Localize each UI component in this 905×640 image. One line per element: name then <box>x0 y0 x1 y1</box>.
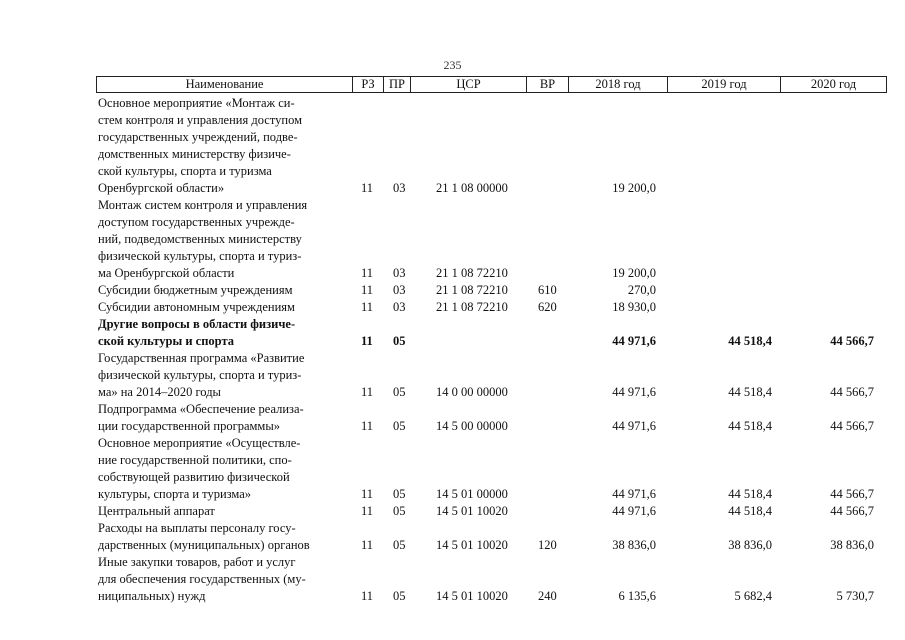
cell-rz: 11 <box>361 487 374 501</box>
header-name: Наименование <box>97 77 353 92</box>
cell-csr: 21 1 08 00000 <box>436 181 508 195</box>
cell-pr: 05 <box>393 504 406 518</box>
table-row <box>0 282 905 299</box>
row-name: Иные закупки товаров, работ и услуг для обеспечения государственных (му- ниципальных) нужд <box>98 555 306 603</box>
cell-pr: 03 <box>393 181 406 195</box>
header-rz: РЗ <box>353 77 384 92</box>
cell-y2020: 44 566,7 <box>830 487 874 501</box>
cell-y2019: 44 518,4 <box>728 487 772 501</box>
cell-pr: 05 <box>393 589 406 603</box>
cell-y2018: 38 836,0 <box>612 538 656 552</box>
table-row <box>0 316 905 350</box>
row-name: Субсидии автономным учреждениям <box>98 300 295 314</box>
cell-csr: 21 1 08 72210 <box>436 300 508 314</box>
cell-pr: 05 <box>393 385 406 399</box>
cell-y2019: 44 518,4 <box>728 419 772 433</box>
table-header <box>96 76 887 93</box>
row-name: Центральный аппарат <box>98 504 215 518</box>
cell-y2018: 44 971,6 <box>612 487 656 501</box>
cell-y2018: 44 971,6 <box>612 334 656 348</box>
cell-vr: 610 <box>538 283 557 297</box>
cell-rz: 11 <box>361 385 374 399</box>
table-row <box>0 197 905 282</box>
cell-pr: 05 <box>393 334 406 348</box>
cell-y2020: 44 566,7 <box>830 385 874 399</box>
header-pr: ПР <box>384 77 411 92</box>
cell-y2018: 6 135,6 <box>618 589 656 603</box>
cell-y2018: 44 971,6 <box>612 385 656 399</box>
cell-rz: 11 <box>361 589 374 603</box>
cell-y2018: 19 200,0 <box>612 266 656 280</box>
cell-y2019: 44 518,4 <box>728 385 772 399</box>
cell-csr: 14 5 01 10020 <box>436 589 508 603</box>
cell-y2019: 38 836,0 <box>728 538 772 552</box>
table-row <box>0 299 905 316</box>
cell-csr: 14 0 00 00000 <box>436 385 508 399</box>
table-row <box>0 520 905 554</box>
table-row <box>0 350 905 401</box>
cell-y2019: 44 518,4 <box>728 334 772 348</box>
row-name: Расходы на выплаты персоналу госу- дарственных (муниципальных) органов <box>98 521 310 552</box>
cell-pr: 05 <box>393 538 406 552</box>
table-row <box>0 503 905 520</box>
cell-rz: 11 <box>361 334 373 348</box>
row-name: Подпрограмма «Обеспечение реализа- ции государственной программы» <box>98 402 304 433</box>
cell-y2018: 19 200,0 <box>612 181 656 195</box>
header-2018: 2018 год <box>569 77 668 92</box>
cell-vr: 120 <box>538 538 557 552</box>
cell-y2018: 44 971,6 <box>612 504 656 518</box>
cell-csr: 14 5 01 10020 <box>436 504 508 518</box>
cell-vr: 240 <box>538 589 557 603</box>
cell-rz: 11 <box>361 538 374 552</box>
cell-csr: 14 5 00 00000 <box>436 419 508 433</box>
cell-y2019: 5 682,4 <box>734 589 772 603</box>
cell-y2018: 44 971,6 <box>612 419 656 433</box>
cell-pr: 05 <box>393 419 406 433</box>
cell-y2018: 18 930,0 <box>612 300 656 314</box>
page-number: 235 <box>443 58 462 72</box>
header-2020: 2020 год <box>810 77 857 91</box>
cell-pr: 03 <box>393 300 406 314</box>
table-row <box>0 401 905 435</box>
cell-y2018: 270,0 <box>627 283 656 297</box>
table-row <box>0 554 905 605</box>
cell-rz: 11 <box>361 283 374 297</box>
header-vr: ВР <box>527 77 569 92</box>
cell-rz: 11 <box>361 181 374 195</box>
row-name: Монтаж систем контроля и управления доступом государственных учрежде- ний, подведомственных министерству физической культуры, спорта и туриз- ма Оренбургской области <box>98 198 308 280</box>
table-row <box>0 435 905 503</box>
cell-rz: 11 <box>361 300 374 314</box>
cell-csr: 21 1 08 72210 <box>436 266 508 280</box>
table-row <box>0 95 905 197</box>
row-name: Государственная программа «Развитие физической культуры, спорта и туриз- ма» на 2014–2020 годы <box>98 351 305 399</box>
cell-rz: 11 <box>361 266 374 280</box>
cell-y2020: 44 566,7 <box>830 334 874 348</box>
row-name: Субсидии бюджетным учреждениям <box>98 283 293 297</box>
cell-pr: 05 <box>393 487 406 501</box>
cell-csr: 14 5 01 00000 <box>436 487 508 501</box>
cell-rz: 11 <box>361 504 374 518</box>
row-name: Основное мероприятие «Монтаж си- стем контроля и управления доступом государственных учреждений, подве- домственных министерству физиче- ской культуры, спорта и туризма Оренбургской области» <box>98 96 302 195</box>
cell-y2020: 38 836,0 <box>830 538 874 552</box>
cell-csr: 21 1 08 72210 <box>436 283 508 297</box>
header-csr: ЦСР <box>411 77 527 92</box>
cell-pr: 03 <box>393 283 406 297</box>
cell-y2020: 44 566,7 <box>830 504 874 518</box>
cell-y2019: 44 518,4 <box>728 504 772 518</box>
cell-rz: 11 <box>361 419 374 433</box>
cell-y2020: 44 566,7 <box>830 419 874 433</box>
cell-pr: 03 <box>393 266 406 280</box>
row-name: Основное мероприятие «Осуществле- ние государственной политики, спо- собствующей развитию физической культуры, спорта и туризма» <box>98 436 301 501</box>
header-2019: 2019 год <box>668 77 781 92</box>
cell-csr: 14 5 01 10020 <box>436 538 508 552</box>
row-name: Другие вопросы в области физиче- ской культуры и спорта <box>98 317 296 348</box>
cell-vr: 620 <box>538 300 557 314</box>
cell-y2020: 5 730,7 <box>836 589 874 603</box>
